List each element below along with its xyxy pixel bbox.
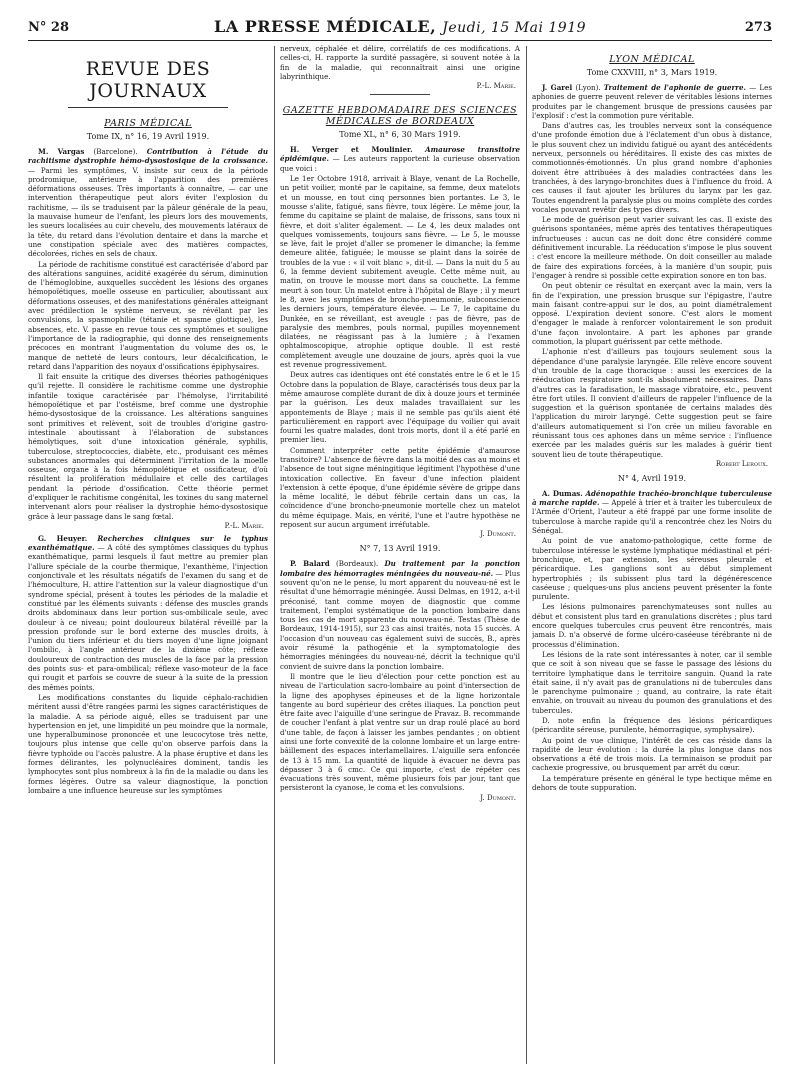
article-paragraph [280, 145, 520, 173]
article-paragraph [532, 83, 772, 120]
article-signature: P.-L. Marie. [476, 82, 516, 91]
article-paragraph [532, 489, 772, 535]
section-heading: GAZETTE HEBDOMADAIRE DES SCIENCES MÉDICALES de BORDEAUX [282, 105, 518, 128]
article-title: Traitement de l'aphonie de guerre. [603, 83, 747, 92]
article-text: — Parmi les symptômes, V. insiste sur ceux de la période prodromique, antérieure à l'apparition des premières déformations osseuses. Très importants à connaître, — car une intervention thérapeutique peut alors éviter l'explosion du rachitisme, — ils se traduisent par la pâleur générale de la peau, la mauvaise humeur de l'enfant, les pleurs lors des mouvements, les sueurs localisées au cuir chevelu, des mouvements latéraux de la tête, du retard dans l'évolution dentaire et dans la marche et une constipation spéciale avec des matières compactes, décolorées, riches en sels de chaux. [28, 165, 268, 259]
article-signature: Robert Leroux. [715, 459, 768, 468]
article-paragraph [280, 559, 520, 671]
article-paragraph: Dans d'autres cas, les troubles nerveux sont la conséquence d'une profonde émotion due à l'éclatement d'un obus à distance, le plus souvent chez un individu fatigué ou ayant des antécédents nerveux, personnels ou héréditaires. Il existe des cas mixtes de commotionnés-émotionnés. Un plus grand nombre d'aphonies doivent être attribuées à des maladies contractées dans les tranchées, à des laryngo-bronchites dues à l'influence du froid. A ces causes il faut ajouter les brûlures du larynx par les gaz. Toutes engendrent la paralysie plus ou moins complète des cordes vocales pouvant revêtir des types divers. [532, 121, 772, 214]
column-middle [280, 44, 520, 1068]
article-paragraph: Il fait ensuite la critique des diverses théories pathogéniques qu'il rejette. Il considère le rachitisme comme une dystrophie infantile toxique caractérisée par l'hémolyse, l'irritabilité hémopoïétique et par l'ostéisme, bref comme une dystrophie hémo-dysostosique de la croissance. Les altérations sanguines sont primitives et relèvent, soit de troubles d'origine gastro-intestinale aboutissant à l'élaboration de substances hémolytiques, soit d'une intoxication générale, syphilis, tuberculose, streptococcies, diabète, etc., produisant ces mêmes substances anormales qui déterminent l'irritation de la moelle osseuse, organe à la fois hémopoïétique et ossificateur, d'où résultent la prolifération médullaire et celle des cartilages pendant la période d'ossification. Cette théorie permet d'expliquer le rachitisme congénital, les toxines du sang maternel intervenant alors pour réaliser la dystrophie hémo-dysostosique grâce à leur passage dans le sang fœtal. [28, 372, 268, 521]
article-paragraph: Le 1er Octobre 1918, arrivait à Blaye, venant de La Rochelle, un petit voilier, monté par le capitaine, sa femme, deux matelots et un mousse, en tout cinq personnes bien portantes. Le 3, le mousse s'alite, fatigué, sans fièvre, toux légère. Le même jour, la femme du capitaine se plaint de malaise, de frissons, sans toux ni fièvre, et doit s'aliter également. — Le 4, les deux malades ont quelques vomissements, toujours sans fièvre. — Le 5, le mousse se lève, fait le projet d'aller se promener le dimanche; la femme demeure alitée, fatiguée; le mousse se plaint dans la soirée de troubles de la vue : « il voit blanc », dit-il. — Dans la nuit du 5 au 6, la femme devient subitement aveugle. Cette même nuit, au matin, on trouve le mousse mort dans sa couchette. La femme meurt à son tour. Un matelot entre à l'hôpital de Blaye ; il y meurt le 8, avec les symptômes de broncho-pneumonie, subconscience les derniers jours, température élevée. — Le 7, le capitaine du Dunkée, en se réveillant, est aveugle : pas de fièvre, pas de paralysie des membres, pouls normal, pupilles moyennement dilatées, ne réagissant pas à la lumière ; à l'examen ophtalmoscopique, atrophie optique double. Il est resté complètement aveugle une douzaine de jours, après quoi la vue est revenue progressivement. [280, 174, 520, 370]
volume-line: Tome IX, n° 16, 19 Avril 1919. [86, 132, 210, 141]
article-title: Adénopathie trachéo-bronchique tuberculeuse à marche rapide. [532, 488, 772, 508]
page-number: 273 [744, 20, 772, 35]
column-rule [274, 46, 275, 1064]
article-text: — A côté des symptômes classiques du typhus exanthématique, parmi lesquels il faut mettre au premier plan l'allure spéciale de la courbe thermique, l'exanthème, l'injection conjonctivale et les résultats négatifs de l'examen du sang et de l'hémoculture, H. attire l'attention sur la valeur diagnostique d'un syndrome spécial, présent à toutes les périodes de la maladie et constitué par les éléments suivants : défense des muscles grands droits abdominaux dans leur portion sus-ombilicale seule, avec douleur à ce niveau; point douloureux bilatéral réveillé par la pression profonde sur le bord externe des muscles droits, à l'union du tiers inférieur et du tiers moyen d'une ligne joignant l'ombilic, à l'angle antérieur de la dixième côte; réflexe douloureux de contraction des muscles de la face par la pression des points sus- et para-ombilical; réflexe vaso-moteur de la face qui rougit et parfois se couvre de sueur à la suite de la pression des mêmes points. [28, 543, 268, 692]
article-author: A. Dumas. [542, 488, 583, 498]
journal-masthead [28, 17, 772, 36]
article-text: — Appelé à trier et à traiter les tuberculeux de l'Armée d'Orient, l'auteur a été frappé par une forme insolite de tuberculose à marche rapide qu'il a rencontrée chez les Noirs du Sénégal. [532, 498, 772, 536]
article-paragraph [28, 147, 268, 259]
section-heading: PARIS MÉDICAL [104, 118, 192, 129]
article-title: Contribution à l'étude du rachitisme dystrophie hémo-dysostosique de la croissance. [28, 147, 268, 166]
article-author: P. Balard [290, 559, 330, 569]
issue-subheading: N° 7, 13 Avril 1919. [359, 544, 441, 554]
section-heading: LYON MÉDICAL [609, 54, 695, 65]
article-author: G. Heuyer. [38, 533, 88, 543]
article-paragraph: L'aphonie n'est d'ailleurs pas toujours seulement sous la dépendance d'une paralysie laryngée. Elle relève encore souvent d'un trouble de la cage thoracique : aussi les exercices de la rééducation respiratoire sont-ils absolument nécessaires. Dans d'autres cas la faradisation, le massage vibratoire, etc., peuvent être fort utiles. Il convient d'ailleurs de rappeler l'influence de la suggestion et la guérison spontanée de certains malades dès l'application du miroir laryngé. Cette suggestion peut se faire d'ailleurs automatiquement si l'on crée un milieu favorable en réunissant tous ces aphones dans un même service : l'influence exercée par les malades guéris sur les malades à guérir tient souvent lieu de toute thérapeutique. [532, 347, 772, 459]
article-paragraph [28, 534, 268, 692]
newspaper-page [28, 14, 772, 1070]
article-paragraph: Comment interpréter cette petite épidémie d'amaurose transitoire? L'absence de fièvre dans la moitié des cas au moins et l'absence de tout signe méningitique légitiment l'hypothèse d'une intoxication collective. En faveur d'une infection plaident l'extension à cette époque, d'une épidémie sévère de grippe dans la même localité, le début fébrile certain dans un cas, la coïncidence d'une broncho-pneumonie mortelle chez un matelot du même équipage. Mais, en vérité, l'une et l'autre hypothèse ne reposent sur aucun argument irréfutable. [280, 445, 520, 530]
separator [370, 94, 430, 95]
column-rule [526, 46, 527, 1064]
columns [28, 44, 772, 1068]
article-paragraph: Il montre que le lieu d'élection pour cette ponction est au niveau de l'articulation sacro-lombaire au point d'intersection de la ligne des apophyses épineuses et de la ligne horizontale tangente au bord supérieur des crêtes iliaques. La ponction peut être faite avec l'aiguille d'une seringue de Pravaz. B. recommande de coucher l'enfant à plat ventre sur un drap roulé placé au bord d'une table, de façon à laisser les jambes pendantes ; on obtient ainsi une forte convexité de la colonne lombaire et un large entre-bâillement des espaces interlamellaires. L'aiguille sera enfoncée de 13 à 15 mm. La quantité de liquide à évacuer ne devra pas dépasser 3 à 6 cmc. Ce qui importe, c'est de répéter ces évacuations très souvent, même plusieurs fois par jour, tant que persisteront la cyanose, le coma et les convulsions. [280, 671, 520, 793]
page-title: REVUE DES JOURNAUX [28, 58, 268, 108]
article-title: Recherches cliniques sur le typhus exanthématique. [28, 533, 268, 553]
article-author: J. Garel [542, 83, 573, 92]
issue-number: N° 28 [28, 20, 69, 35]
article-paragraph: On peut obtenir ce résultat en exerçant avec la main, vers la fin de l'expiration, une pression brusque sur l'épigastre, l'autre main faisant contre-appui sur le dos, au point diamétralement opposé. L'expiration devient sonore. C'est alors le moment d'engager le malade à renforcer volontairement le son produit d'une façon involontaire. A part les aphones par grande commotion, la plupart guérissent par cette méthode. [532, 281, 772, 347]
article-text: — Plus souvent qu'on ne le pense, lu mort apparent du nouveau-né est le résultat d'une hémorragie méningée. Aussi Delmas, en 1912, a-t-il préconisé, tant comme moyen de diagnostic que comme traitement, l'emploi systématique de la ponction lombaire dans tous les cas de mort apparente du nouveau-né. Testas (Thèse de Bordeaux, 1914-1915), sur 23 cas ainsi traités, nota 15 succès. A l'occasion d'un nouveau cas également suivi de succès, B., après avoir résumé la pathogénie et la symptomatologie des hémorragies méningées du nouveau-né, décrit la technique qu'il convient de suivre dans la ponction lombaire. [280, 568, 520, 671]
running-head [28, 14, 772, 41]
column-right [532, 44, 772, 1068]
article-title: Du traitement par la ponction lombaire des hémorragies méningées du nouveau-né. [280, 559, 520, 578]
article-signature: P.-L. Marie. [224, 521, 264, 530]
volume-line: Tome CXXVIII, n° 3, Mars 1919. [586, 68, 718, 77]
article-place: (Bordeaux). [336, 559, 379, 569]
article-signature: J. Dumont. [480, 530, 516, 539]
article-paragraph: Les modifications constantes du liquide céphalo-rachidien méritent aussi d'être rangées parmi les signes caractéristiques de la maladie. A sa période aiguë, elles se traduisent par une hypertension en jet, une limpidité un peu moindre que la normale, une hyperalbuminose prononcée et une leucocytose très nette, toujours plus intense que celle qu'on observe parfois dans la fièvre typhoïde ou l'accès palustre. A la phase éruptive et dans les formes délirantes, les polynucléaires dominent, tandis les lymphocytes sont plus nombreux à la fin de la maladie ou dans les formes légères. Outre sa valeur diagnostique, la ponction lombaire a une influence heureuse sur les symptômes [28, 692, 268, 795]
article-paragraph: Deux autres cas identiques ont été constatés entre le 6 et le 15 Octobre dans la population de Blaye, caractérisés tous deux par la même amaurose complète durant de dix à douze jours et terminée par la guérison. Les deux malades travaillaient sur les appontements de Blaye ; mais il ne semble pas qu'ils aient été particulièrement en rapport avec l'équipage du voilier qui avait fourni les quatre malades, dont trois morts, dont il a été parlé en premier lieu. [280, 370, 520, 445]
issue-subheading: N° 4, Avril 1919. [617, 473, 687, 483]
article-paragraph: Le mode de guérison peut varier suivant les cas. Il existe des guérisons spontanées, même après des tentatives thérapeutiques infructueuses : aucun cas ne doit donc être considéré comme définitivement incurable. La rééducation s'impose le plus souvent : c'est encore la meilleure méthode. On doit conseiller au malade de faire des expirations forcées, à la manière d'un soupir, puis l'engager à rendre si possible cette expiration sonore en ton bas. [532, 215, 772, 280]
article-paragraph: La température présente en général le type hectique même en dehors de toute suppuration. [532, 773, 772, 793]
article-paragraph: La période de rachitisme constitué est caractérisée d'abord par des altérations sanguines, acidité exagérée du sérum, diminution de l'hémoglobine, auxquelles succèdent les lésions des organes hémopoïétiques, moelle osseuse en particulier, aboutissant aux déformations osseuses, et des manifestations générales atteignant avec prédilection le système nerveux, se révélant par les convulsions, la spasmophilie (tétanie et spasme glottique), les absences, etc. V. passe en revue tous ces symptômes et souligne l'importance de la radiographie, qui donne des renseignements précoces en montrant l'augmentation du volume des os, le manque de netteté de leurs contours, leur décalcification, le retard dans l'apparition des noyaux d'ossifications épiphysaires. [28, 259, 268, 371]
article-paragraph: D. note enfin la fréquence des lésions péricardiques (péricardite séreuse, purulente, hémorragique, symphysaire). [532, 716, 772, 735]
article-text: — Les auteurs rapportent la curieuse observation que voici : [280, 154, 520, 173]
article-paragraph: Au point de vue clinique, l'intérêt de ces cas réside dans la rapidité de leur évolution : la durée la plus longue dans nos observations a été de trois mois. La terminaison se produit par cachexie progressive, ou brusquement par arrêt du cœur. [532, 735, 772, 773]
article-paragraph: nerveux, céphalée et délire, corrélatifs de ces modifications. A celles-ci, H. rapporte la surdité passagère, si souvent notée à la fin de la maladie, qui reconnaîtrait ainsi une origine labyrinthique. [280, 44, 520, 81]
article-place: (Lyon). [575, 83, 601, 92]
volume-line: Tome XL, n° 6, 30 Mars 1919. [339, 130, 461, 140]
article-text: — Les aphonies de guerre peuvent relever de véritables lésions internes produites par le changement brusque de pressions causées par l'explosif : c'est la commotion pure véritable. [532, 83, 772, 120]
article-author: M. Vargas [38, 147, 85, 156]
article-paragraph: Les lésions pulmonaires parenchymateuses sont nulles au début et consistent plus tard en granulations discrètes ; plus tard encore quelques tubercules crus peuvent être rencontrés, mais jamais D. n'a observé de forme ulcéro-caséeuse térébrante ni de processus d'élimination. [532, 602, 772, 649]
article-place: (Barcelone). [93, 147, 138, 156]
issue-date: Jeudi, 15 Mai 1919 [442, 20, 587, 36]
article-paragraph: Au point de vue anatomo-pathologique, cette forme de tuberculose intéresse le système lymphatique médiastinal et péri-bronchique, et, par extension, les séreuses pleurale et péricardique. Les ganglions sont au début simplement hypertrophiés ; ils subissent plus tard la dégénérescence caséeuse ; quelques-uns plus anciens peuvent présenter la fonte purulente. [532, 536, 772, 602]
article-title: Amaurose transitoire épidémique. [280, 145, 520, 164]
column-left [28, 44, 268, 1068]
journal-name: LA PRESSE MÉDICALE, [213, 17, 437, 36]
article-author: H. Verger et Moulinier. [290, 145, 413, 155]
article-paragraph: Les lésions de la rate sont intéressantes à noter, car il semble que ce soit à son niveau que se fasse le passage des lésions du territoire lymphatique dans le territoire sanguin. Quand la rate était saine, il n'y avait pas de granulations ni de tubercules dans le parenchyme pulmonaire ; quand, au contraire, la rate était envahie, on trouvait au niveau du poumon des granulations et des tubercules. [532, 649, 772, 715]
article-signature: J. Dumont. [480, 793, 516, 802]
